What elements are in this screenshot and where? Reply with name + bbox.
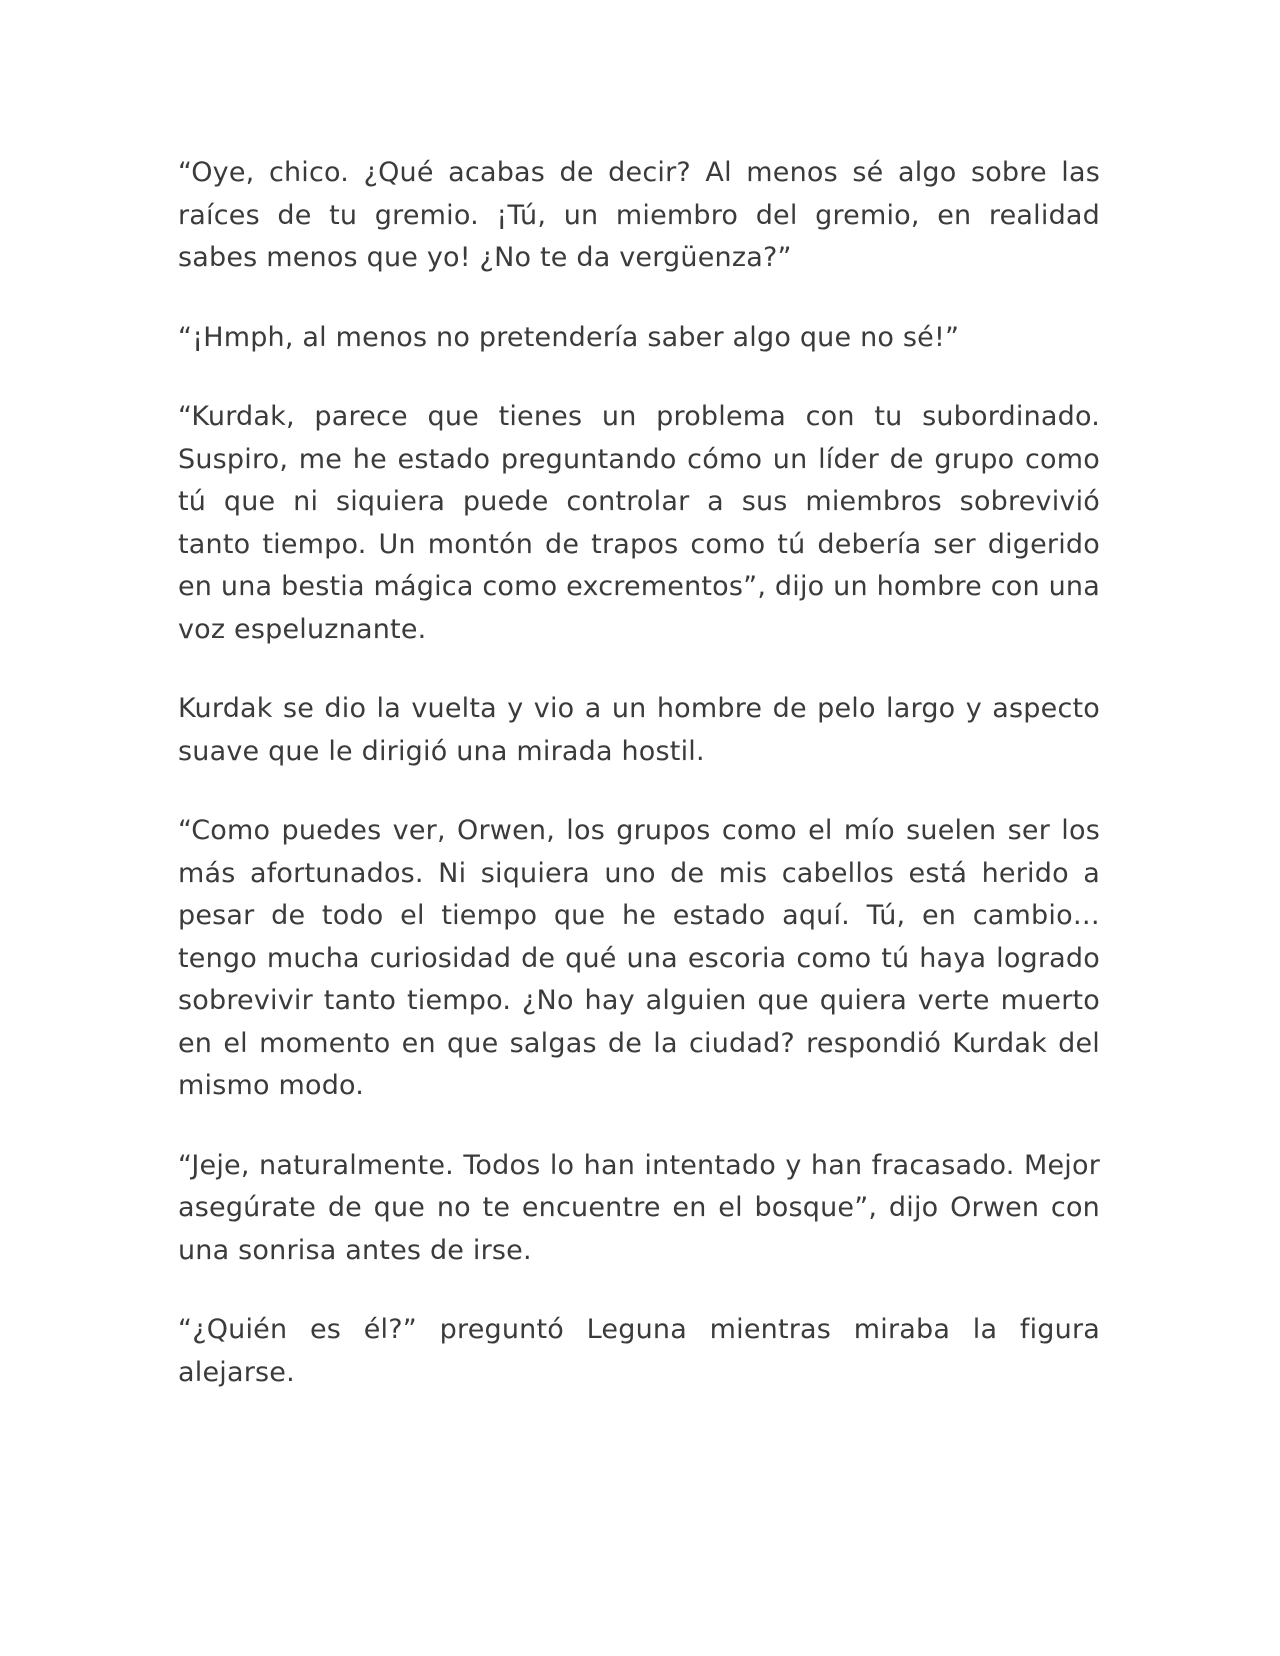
paragraph-6: “Jeje, naturalmente. Todos lo han intentado y han fracasado. Mejor asegúrate de que no te encuentre en el bosque”, dijo Orwen con una sonrisa antes de irse. [178, 1149, 1100, 1266]
paragraph-7: “¿Quién es él?” preguntó Leguna mientras miraba la figura alejarse. [178, 1314, 1100, 1388]
paragraph-1: “Oye, chico. ¿Qué acabas de decir? Al menos sé algo sobre las raíces de tu gremio. ¡Tú, un miembro del gremio, en realidad sabes menos que yo! ¿No te da vergüenza?” [178, 157, 1100, 273]
paragraph-3: “Kurdak, parece que tienes un problema con tu subordinado. Suspiro, me he estado preguntando cómo un líder de grupo como tú que ni siquiera puede controlar a sus miembros sobrevivió tanto tiempo. Un montón de trapos como tú debería ser digerido en una bestia mágica como excrementos”, dijo un hombre con una voz espeluznante. [178, 401, 1100, 645]
paragraph-2: “¡Hmph, al menos no pretendería saber algo que no sé!” [178, 321, 960, 353]
document-page [178, 152, 1100, 1431]
paragraph-5: “Como puedes ver, Orwen, los grupos como el mío suelen ser los más afortunados. Ni siquiera uno de mis cabellos está herido a pesar de todo el tiempo que he estado aquí. Tú, en cambio… tengo mucha curiosidad de qué una escoria como tú haya logrado sobrevivir tanto tiempo. ¿No hay alguien que quiera verte muerto en el momento en que salgas de la ciudad? respondió Kurdak del mismo modo. [178, 815, 1100, 1101]
paragraph-4: Kurdak se dio la vuelta y vio a un hombre de pelo largo y aspecto suave que le dirigió una mirada hostil. [178, 693, 1100, 767]
